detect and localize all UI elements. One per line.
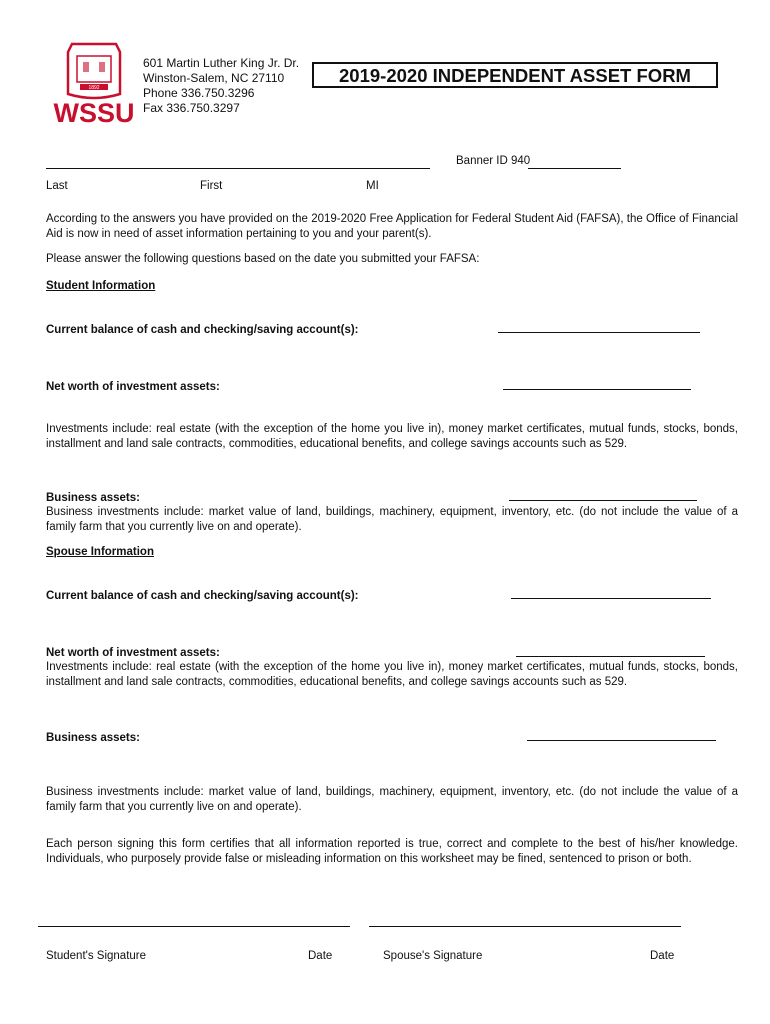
student-signature-label: Student's Signature: [46, 950, 147, 962]
student-investment-note: Investments include: real estate (with the exception of the home you live in), money market certificates, mutual funds, stocks, bonds, installment and land sale contracts, commodities, educational benefits, and college savings accounts such as 529.: [46, 423, 738, 450]
first-label: First: [200, 180, 223, 192]
wssu-logo: [50, 42, 138, 126]
intro-paragraph: According to the answers you have provided on the 2019-2020 Free Application for Federal Student Aid (FAFSA), the Office of Financial Aid is now in need of asset information pertaining to you and your parent(s).: [46, 213, 738, 240]
spouse-cash-field[interactable]: [511, 598, 711, 599]
certification-paragraph: Each person signing this form certifies that all information reported is true, correct and complete to the best of his/her knowledge. Individuals, who purposely provide false or misleading information on this worksheet may be fined, sentenced to prison or both.: [46, 838, 738, 865]
address-line2: Winston-Salem, NC 27110: [143, 71, 285, 85]
spouse-investment-field[interactable]: [516, 656, 705, 657]
spouse-signature-label: Spouse's Signature: [383, 950, 483, 962]
form-title: 2019-2020 INDEPENDENT ASSET FORM: [312, 62, 718, 88]
spouse-business-field[interactable]: [527, 740, 716, 741]
student-heading: Student Information: [46, 280, 156, 292]
spouse-heading: Spouse Information: [46, 546, 154, 558]
student-cash-label: Current balance of cash and checking/saving account(s):: [46, 324, 359, 336]
instructions: Please answer the following questions based on the date you submitted your FAFSA:: [46, 253, 480, 265]
student-business-field[interactable]: [509, 500, 697, 501]
fax: Fax 336.750.3297: [143, 101, 240, 115]
spouse-date-label: Date: [650, 950, 675, 962]
svg-text:WSSU: WSSU: [53, 98, 135, 126]
student-cash-field[interactable]: [498, 332, 700, 333]
student-date-label: Date: [308, 950, 333, 962]
last-label: Last: [46, 180, 68, 192]
spouse-signature-field[interactable]: [369, 926, 681, 927]
student-business-note: Business investments include: market value of land, buildings, machinery, equipment, inventory, etc. (do not include the value of a family farm that you currently live on and operate).: [46, 506, 738, 533]
address-line1: 601 Martin Luther King Jr. Dr.: [143, 56, 300, 70]
student-investment-field[interactable]: [503, 389, 691, 390]
phone: Phone 336.750.3296: [143, 86, 255, 100]
student-investment-label: Net worth of investment assets:: [46, 381, 220, 393]
spouse-business-label: Business assets:: [46, 732, 140, 744]
banner-id-label: Banner ID 940: [456, 155, 531, 167]
banner-id-field[interactable]: [528, 168, 621, 169]
spouse-business-note: Business investments include: market value of land, buildings, machinery, equipment, inventory, etc. (do not include the value of a family farm that you currently live on and operate).: [46, 786, 738, 813]
name-field[interactable]: [46, 168, 430, 169]
mi-label: MI: [366, 180, 379, 192]
spouse-cash-label: Current balance of cash and checking/saving account(s):: [46, 590, 359, 602]
student-signature-field[interactable]: [38, 926, 350, 927]
student-business-label: Business assets:: [46, 492, 140, 504]
spouse-investment-note: Investments include: real estate (with the exception of the home you live in), money market certificates, mutual funds, stocks, bonds, installment and land sale contracts, commodities, educational benefits, and college savings accounts such as 529.: [46, 661, 738, 688]
svg-text:1892: 1892: [88, 85, 100, 92]
spouse-investment-label: Net worth of investment assets:: [46, 647, 220, 659]
address-block: [143, 56, 299, 116]
